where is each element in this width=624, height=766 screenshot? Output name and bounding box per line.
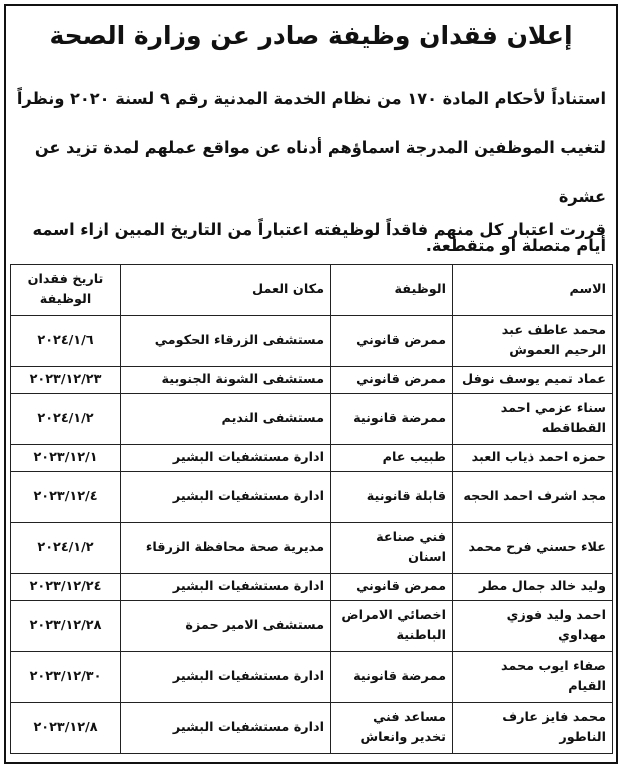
cell-job: طبيب عام — [331, 445, 453, 472]
header-job: الوظيفة — [331, 265, 453, 316]
cell-job: قابلة قانونية — [331, 472, 453, 523]
cell-job: ممرض قانوني — [331, 574, 453, 601]
table-row — [11, 316, 613, 367]
cell-date: ٢٠٢٤/١/٢ — [11, 394, 121, 445]
table-row — [11, 574, 613, 601]
cell-date: ٢٠٢٣/١٢/٣٠ — [11, 652, 121, 703]
cell-date: ٢٠٢٤/١/٢ — [11, 523, 121, 574]
cell-name: حمزه احمد ذياب العبد — [453, 445, 613, 472]
cell-name: احمد وليد فوزي مهداوي — [453, 601, 613, 652]
cell-job: فني صناعة اسنان — [331, 523, 453, 574]
intro-line: لتغيب الموظفين المدرجة اسماؤهم أدناه عن مواقع عملهم لمدة تزيد عن عشرة — [34, 138, 606, 206]
notice-frame — [4, 4, 618, 764]
cell-name: سناء عزمي احمد القطاقطه — [453, 394, 613, 445]
cell-name: صفاء ايوب محمد القيام — [453, 652, 613, 703]
cell-name: وليد خالد جمال مطر — [453, 574, 613, 601]
cell-job: اخصائي الامراض الباطنية — [331, 601, 453, 652]
staff-table — [10, 264, 613, 754]
cell-date: ٢٠٢٣/١٢/٢٨ — [11, 601, 121, 652]
table-row — [11, 367, 613, 394]
table-row — [11, 601, 613, 652]
cell-place: مستشفى الامير حمزة — [121, 601, 331, 652]
table-row — [11, 523, 613, 574]
cell-date: ٢٠٢٣/١٢/٤ — [11, 472, 121, 523]
cell-job: ممرض قانوني — [331, 367, 453, 394]
header-place: مكان العمل — [121, 265, 331, 316]
table-row — [11, 472, 613, 523]
cell-place: مستشفى الزرقاء الحكومي — [121, 316, 331, 367]
cell-date: ٢٠٢٤/١/٦ — [11, 316, 121, 367]
cell-place: ادارة مستشفيات البشير — [121, 703, 331, 754]
table-header-row — [11, 265, 613, 316]
table-row — [11, 445, 613, 472]
table-row — [11, 394, 613, 445]
cell-place: ادارة مستشفيات البشير — [121, 652, 331, 703]
intro-line: أيام متصلة او متقطعة. — [425, 236, 606, 255]
cell-place: مديرية صحة محافظة الزرقاء — [121, 523, 331, 574]
cell-job: ممرضة قانونية — [331, 652, 453, 703]
cell-place: ادارة مستشفيات البشير — [121, 472, 331, 523]
notice-decision: قررت اعتبار كل منهم فاقداً لوظيفته اعتباراً من التاريخ المبين ازاء اسمه — [32, 220, 606, 239]
cell-name: علاء حسني فرح محمد — [453, 523, 613, 574]
cell-date: ٢٠٢٣/١٢/٢٤ — [11, 574, 121, 601]
cell-job: ممرض قانوني — [331, 316, 453, 367]
cell-name: مجد اشرف احمد الحجه — [453, 472, 613, 523]
cell-date: ٢٠٢٣/١٢/٢٣ — [11, 367, 121, 394]
cell-job: مساعد فني تخدير وانعاش — [331, 703, 453, 754]
notice-title: إعلان فقدان وظيفة صادر عن وزارة الصحة — [49, 21, 573, 50]
header-date: تاريخ فقدان الوظيفة — [11, 265, 121, 316]
intro-line: استناداً لأحكام المادة ١٧٠ من نظام الخدمة المدنية رقم ٩ لسنة ٢٠٢٠ ونظراً — [16, 89, 606, 108]
cell-place: ادارة مستشفيات البشير — [121, 445, 331, 472]
cell-date: ٢٠٢٣/١٢/٨ — [11, 703, 121, 754]
cell-place: مستشفى النديم — [121, 394, 331, 445]
cell-name: عماد تميم يوسف نوفل — [453, 367, 613, 394]
cell-place: مستشفى الشونة الجنوبية — [121, 367, 331, 394]
cell-name: محمد فايز عارف الناطور — [453, 703, 613, 754]
cell-place: ادارة مستشفيات البشير — [121, 574, 331, 601]
table-row — [11, 652, 613, 703]
header-name: الاسم — [453, 265, 613, 316]
table-row — [11, 703, 613, 754]
table-body — [11, 316, 613, 754]
cell-date: ٢٠٢٣/١٢/١ — [11, 445, 121, 472]
cell-job: ممرضة قانونية — [331, 394, 453, 445]
cell-name: محمد عاطف عبد الرحيم العموش — [453, 316, 613, 367]
